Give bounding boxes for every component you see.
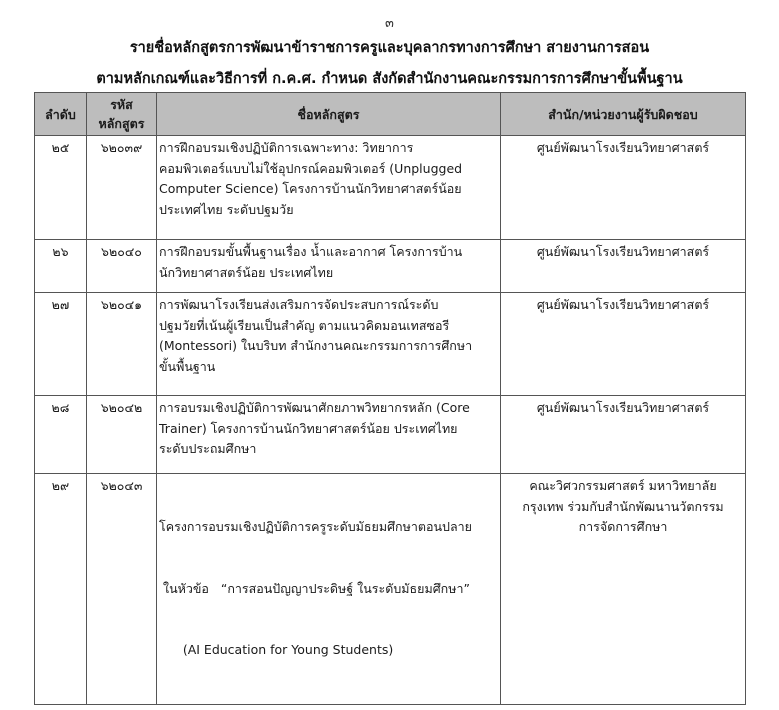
header-responsible-unit: สำนัก/หน่วยงานผู้รับผิดชอบ bbox=[501, 93, 746, 136]
unit-line: กรุงเทพ ร่วมกับสำนักพัฒนานวัตกรรม bbox=[522, 498, 724, 514]
row-course-code: ๖๒๐๔๒ bbox=[87, 396, 157, 474]
row-course-code: ๖๒๐๔๑ bbox=[87, 293, 157, 396]
header-code-line-1: รหัส bbox=[110, 97, 133, 112]
course-name-line: การพัฒนาโรงเรียนส่งเสริมการจัดประสบการณ์ระดับ bbox=[159, 297, 439, 312]
unit-line: คณะวิศวกรรมศาสตร์ มหาวิทยาลัย bbox=[529, 478, 717, 493]
document-title-line-1: รายชื่อหลักสูตรการพัฒนาข้าราชการครูและบุคลากรทางการศึกษา สายงานการสอน bbox=[129, 40, 650, 56]
course-name-line: การอบรมเชิงปฏิบัติการพัฒนาศักยภาพวิทยากรหลัก (Core bbox=[159, 400, 470, 415]
row-responsible-unit bbox=[501, 240, 746, 293]
course-name-line: ในหัวข้อ “การสอนปัญญาประดิษฐ์ ในระดับมัธยมศึกษา” bbox=[159, 580, 470, 596]
row-course-code: ๖๒๐๓๙ bbox=[87, 136, 157, 240]
row-order: ๒๖ bbox=[35, 240, 87, 293]
row-order: ๒๗ bbox=[35, 293, 87, 396]
unit-line: ศูนย์พัฒนาโรงเรียนวิทยาศาสตร์ bbox=[536, 140, 710, 155]
course-name-line: (AI Education for Young Students) bbox=[159, 642, 394, 657]
row-order: ๒๙ bbox=[35, 474, 87, 705]
row-course-name bbox=[157, 396, 501, 474]
course-name-line: Computer Science) โครงการบ้านนักวิทยาศาสตร์น้อย bbox=[159, 181, 462, 196]
unit-line: การจัดการศึกษา bbox=[578, 519, 668, 534]
row-order: ๒๕ bbox=[35, 136, 87, 240]
unit-line: ศูนย์พัฒนาโรงเรียนวิทยาศาสตร์ bbox=[536, 297, 710, 312]
table-row bbox=[35, 293, 746, 396]
course-name-line: ประเทศไทย ระดับปฐมวัย bbox=[159, 201, 294, 217]
unit-line: ศูนย์พัฒนาโรงเรียนวิทยาศาสตร์ bbox=[536, 400, 710, 415]
page-number: ๓ bbox=[385, 16, 394, 31]
course-table bbox=[34, 92, 746, 705]
course-name-line: ระดับประถมศึกษา bbox=[159, 441, 257, 456]
row-responsible-unit bbox=[501, 396, 746, 474]
row-order: ๒๘ bbox=[35, 396, 87, 474]
row-responsible-unit bbox=[501, 474, 746, 705]
unit-line: ศูนย์พัฒนาโรงเรียนวิทยาศาสตร์ bbox=[536, 244, 710, 259]
row-course-name bbox=[157, 293, 501, 396]
table-row bbox=[35, 474, 746, 705]
course-name-line: การฝึกอบรมเชิงปฏิบัติการเฉพาะทาง: วิทยาการ bbox=[159, 140, 414, 155]
table-row bbox=[35, 240, 746, 293]
course-name-line: ขั้นพื้นฐาน bbox=[159, 358, 216, 374]
row-course-code: ๖๒๐๔๐ bbox=[87, 240, 157, 293]
header-course-name: ชื่อหลักสูตร bbox=[157, 93, 501, 136]
row-course-name bbox=[157, 240, 501, 293]
course-name-line: คอมพิวเตอร์แบบไม่ใช้อุปกรณ์คอมพิวเตอร์ (Unplugged bbox=[159, 160, 463, 176]
course-name-line: นักวิทยาศาสตร์น้อย ประเทศไทย bbox=[159, 264, 334, 280]
table-row bbox=[35, 136, 746, 240]
course-name-line: การฝึกอบรมขั้นพื้นฐานเรื่อง น้ำและอากาศ โครงการบ้าน bbox=[159, 244, 463, 259]
course-name-line: (Montessori) ในบริบท สำนักงานคณะกรรมการการศึกษา bbox=[159, 338, 473, 353]
document-title-line-2: ตามหลักเกณฑ์และวิธีการที่ ก.ค.ศ. กำหนด สังกัดสำนักงานคณะกรรมการการศึกษาขั้นพื้นฐาน bbox=[96, 71, 683, 87]
row-responsible-unit bbox=[501, 293, 746, 396]
course-name-line: Trainer) โครงการบ้านนักวิทยาศาสตร์น้อย ประเทศไทย bbox=[159, 420, 458, 436]
course-name-line: โครงการอบรมเชิงปฏิบัติการครูระดับมัธยมศึกษาตอนปลาย bbox=[159, 519, 472, 534]
row-responsible-unit bbox=[501, 136, 746, 240]
table-header-row bbox=[35, 93, 746, 136]
course-name-line: ปฐมวัยที่เน้นผู้เรียนเป็นสำคัญ ตามแนวคิดมอนเทสซอรี bbox=[159, 317, 450, 333]
header-order: ลำดับ bbox=[35, 93, 87, 136]
row-course-name bbox=[157, 474, 501, 705]
row-course-name bbox=[157, 136, 501, 240]
table-row bbox=[35, 396, 746, 474]
header-code-line-2: หลักสูตร bbox=[98, 116, 145, 131]
row-course-code: ๖๒๐๔๓ bbox=[87, 474, 157, 705]
header-code bbox=[87, 93, 157, 136]
